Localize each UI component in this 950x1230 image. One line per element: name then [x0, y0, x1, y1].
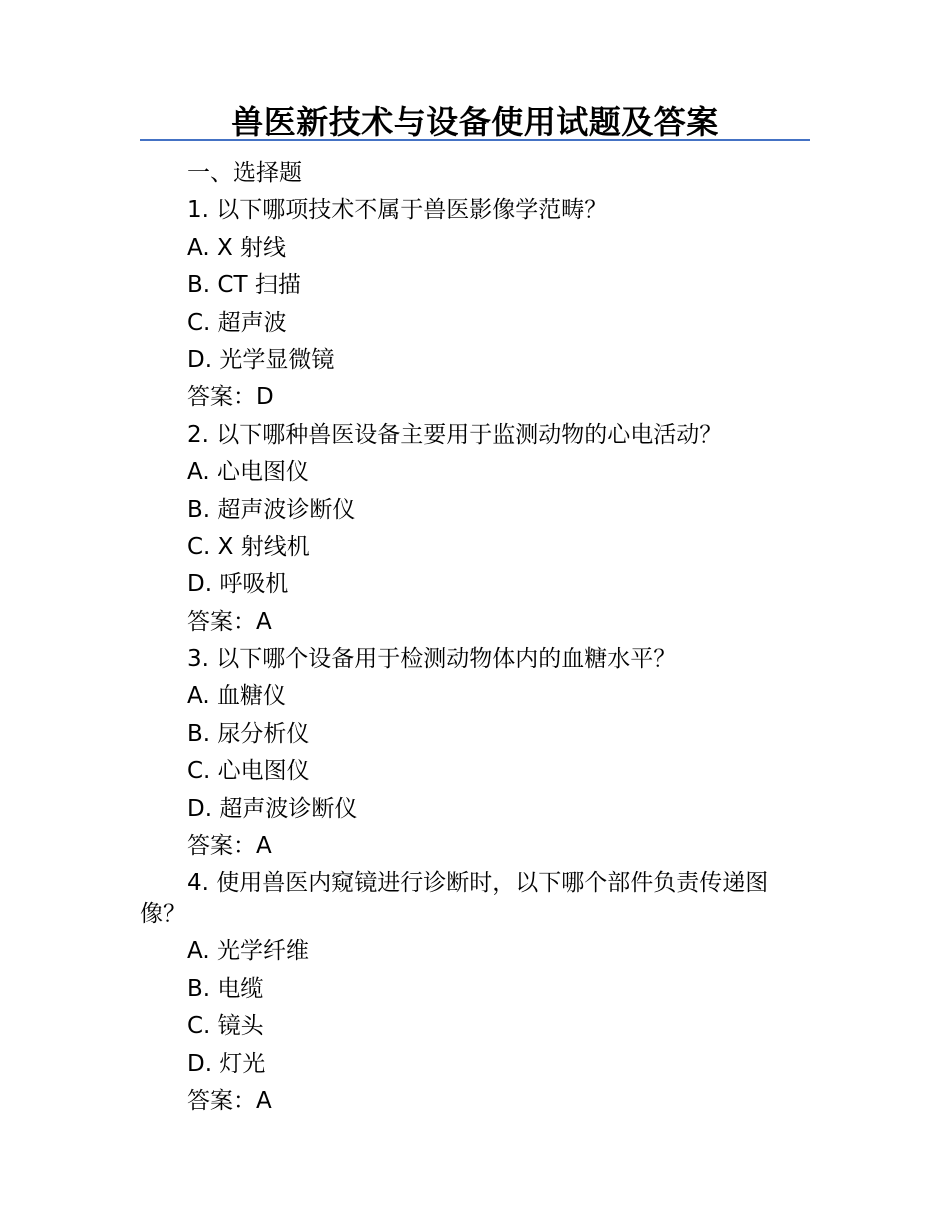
option-a: A. 光学纤维 [187, 938, 309, 965]
option-d: D. 光学显微镜 [187, 346, 335, 373]
document-body [140, 155, 810, 1120]
option-c: C. 心电图仪 [187, 758, 310, 785]
option-d: D. 呼吸机 [187, 571, 289, 598]
answer-text: 答案：A [187, 1087, 272, 1114]
answer-text: 答案：D [187, 384, 274, 411]
option-c: C. X 射线机 [187, 533, 310, 560]
question-text: 2. 以下哪种兽医设备主要用于监测动物的心电活动？ [187, 421, 723, 448]
answer-text: 答案：A [187, 608, 272, 635]
section-heading: 一、选择题 [187, 160, 302, 186]
option-a: A. 心电图仪 [187, 459, 309, 486]
option-a: A. 血糖仪 [187, 683, 286, 710]
option-c: C. 超声波 [187, 309, 287, 336]
option-d: D. 超声波诊断仪 [187, 795, 358, 822]
question-text: 4. 使用兽医内窥镜进行诊断时，以下哪个部件负责传递图像？ [140, 870, 769, 928]
option-b: B. 尿分析仪 [187, 720, 310, 747]
option-b: B. 电缆 [187, 975, 264, 1002]
option-b: B. 超声波诊断仪 [187, 496, 356, 523]
option-d: D. 灯光 [187, 1050, 266, 1077]
question-text: 3. 以下哪个设备用于检测动物体内的血糖水平？ [187, 646, 677, 673]
answer-text: 答案：A [187, 833, 272, 860]
title-underline [140, 139, 810, 141]
option-b: B. CT 扫描 [187, 272, 301, 299]
option-c: C. 镜头 [187, 1013, 264, 1040]
question-text: 1. 以下哪项技术不属于兽医影像学范畴？ [187, 197, 608, 224]
document-title: 兽医新技术与设备使用试题及答案 [231, 103, 719, 141]
option-a: A. X 射线 [187, 234, 287, 261]
